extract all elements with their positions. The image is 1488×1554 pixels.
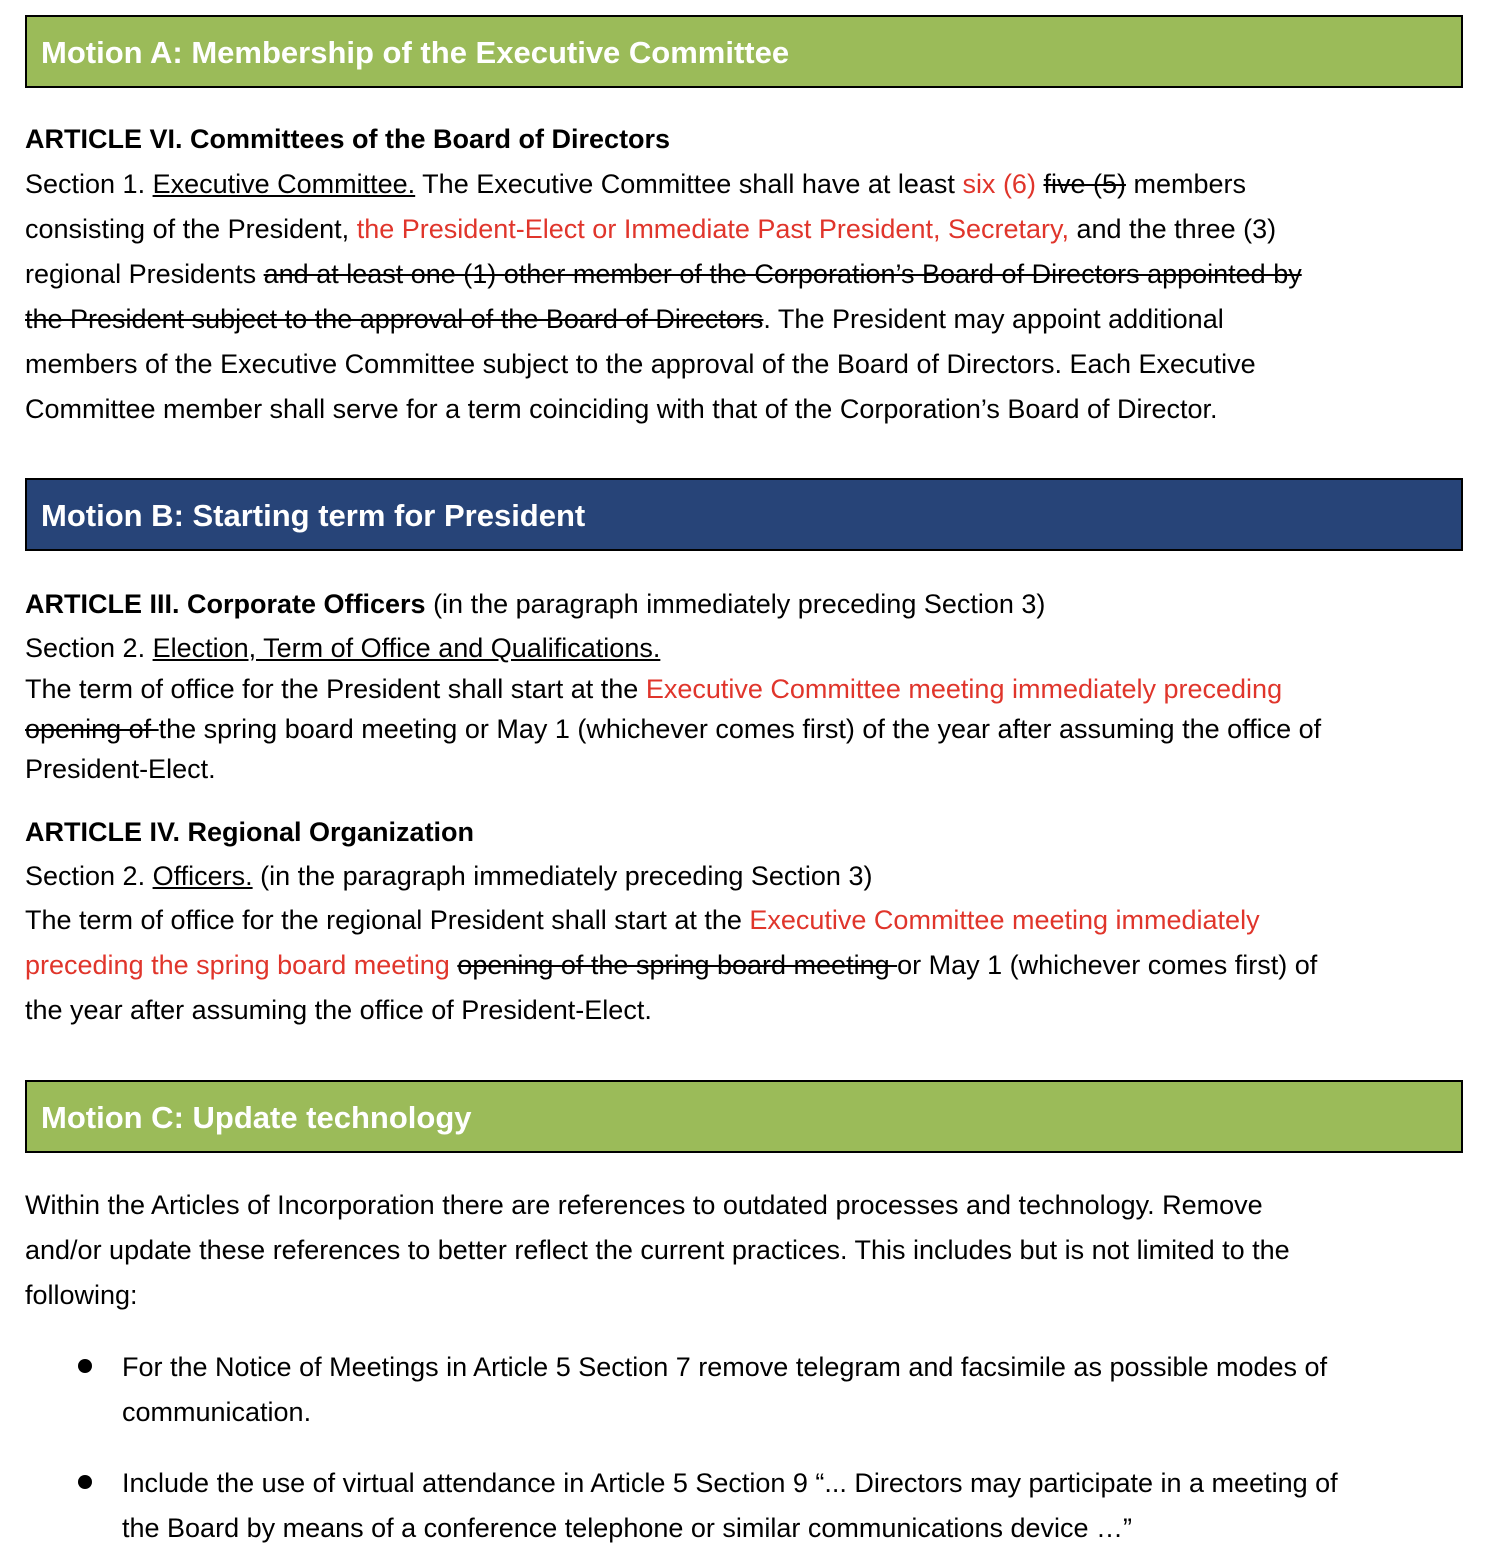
bullet-line: For the Notice of Meetings in Article 5 Section 7 remove telegram and facsimile as possible modes of [122,1352,1328,1382]
text: members [1125,169,1247,199]
article-iii-line-3: President-Elect. [25,754,216,784]
article-iii-section [25,627,1465,669]
motion-a-line-6: Committee member shall serve for a term coinciding with that of the Corporation’s Board of Director. [25,394,1218,424]
motion-a-line-1 [25,162,1465,207]
motion-a-line-2 [25,207,1465,252]
text: consisting of the President, [25,214,357,244]
deleted-text: opening of the spring board meeting [457,950,898,980]
motion-a-banner: Motion A: Membership of the Executive Committee [25,15,1463,88]
motion-c-line-2: and/or update these references to better reflect the current practices. This includes but is not limited to the [25,1235,1290,1265]
deleted-text: opening of [25,714,159,744]
bullet-icon [78,1359,92,1373]
bullet-line: Include the use of virtual attendance in Article 5 Section 9 “... Directors may participate in a meeting of [122,1468,1338,1498]
text: (in the paragraph immediately preceding Section 3) [425,589,1046,619]
motion-a-line-5: members of the Executive Committee subject to the approval of the Board of Directors. Each Executive [25,349,1256,379]
motion-a-body [25,117,1465,432]
text: . The President may appoint additional [763,304,1224,334]
motion-b-article-iv [25,810,1465,1033]
article-iv-line-2 [25,943,1465,988]
list-item [25,1345,1465,1435]
motion-a-line-3 [25,252,1465,297]
motion-a-line-4 [25,297,1465,342]
article-iii-line-2 [25,709,1465,749]
article-iii-heading [25,582,1465,627]
section-title: Election, Term of Office and Qualifications. [152,633,661,663]
bullet-icon [78,1475,92,1489]
motion-c-intro [25,1183,1465,1318]
text: The term of office for the regional President shall start at the [25,905,750,935]
text: the spring board meeting or May 1 (whichever comes first) of the year after assuming the office of [158,714,1322,744]
motion-c-bullet-list [25,1345,1465,1435]
deleted-text: five (5) [1043,169,1126,199]
inserted-text: six (6) [962,169,1036,199]
article-iii-line-1 [25,669,1465,709]
motion-b-article-iii [25,582,1465,789]
text: The Executive Committee shall have at least [415,169,963,199]
inserted-text: the President-Elect or Immediate Past President, Secretary, [356,214,1069,244]
bullet-line: communication. [122,1397,312,1427]
executive-committee-title: Executive Committee. [152,169,416,199]
article-iv-line-1 [25,898,1465,943]
inserted-text: Executive Committee meeting immediately [749,905,1260,935]
article-iv-section [25,855,1465,898]
list-item [25,1461,1465,1551]
motion-c-line-3: following: [25,1280,138,1310]
deleted-text: and at least one (1) other member of the Corporation’s Board of Directors appointed by [263,259,1302,289]
motion-b-banner: Motion B: Starting term for President [25,478,1463,551]
motion-c-line-1: Within the Articles of Incorporation there are references to outdated processes and technology. Remove [25,1190,1263,1220]
text: regional Presidents [25,259,264,289]
heading-bold: ARTICLE III. Corporate Officers [25,589,426,619]
motion-c-bullet-list-2 [25,1461,1465,1551]
article-iv-line-3: the year after assuming the office of President-Elect. [25,995,652,1025]
text: (in the paragraph immediately preceding Section 3) [252,861,873,891]
text: or May 1 (whichever comes first) of [897,950,1318,980]
text: Section 2. [25,861,153,891]
article-vi-heading: ARTICLE VI. Committees of the Board of Directors [25,124,671,154]
text: Section 1. [25,169,153,199]
text: and the three (3) [1069,214,1277,244]
text: The term of office for the President shall start at the [25,674,646,704]
deleted-text: the President subject to the approval of the Board of Directors [25,304,764,334]
inserted-text: Executive Committee meeting immediately preceding [645,674,1283,704]
section-title: Officers. [152,861,253,891]
article-iv-heading: ARTICLE IV. Regional Organization [25,817,475,847]
inserted-text: preceding the spring board meeting [25,950,450,980]
text: Section 2. [25,633,153,663]
bullet-line: the Board by means of a conference telephone or similar communications device …” [122,1513,1133,1543]
motion-c-banner: Motion C: Update technology [25,1080,1463,1153]
